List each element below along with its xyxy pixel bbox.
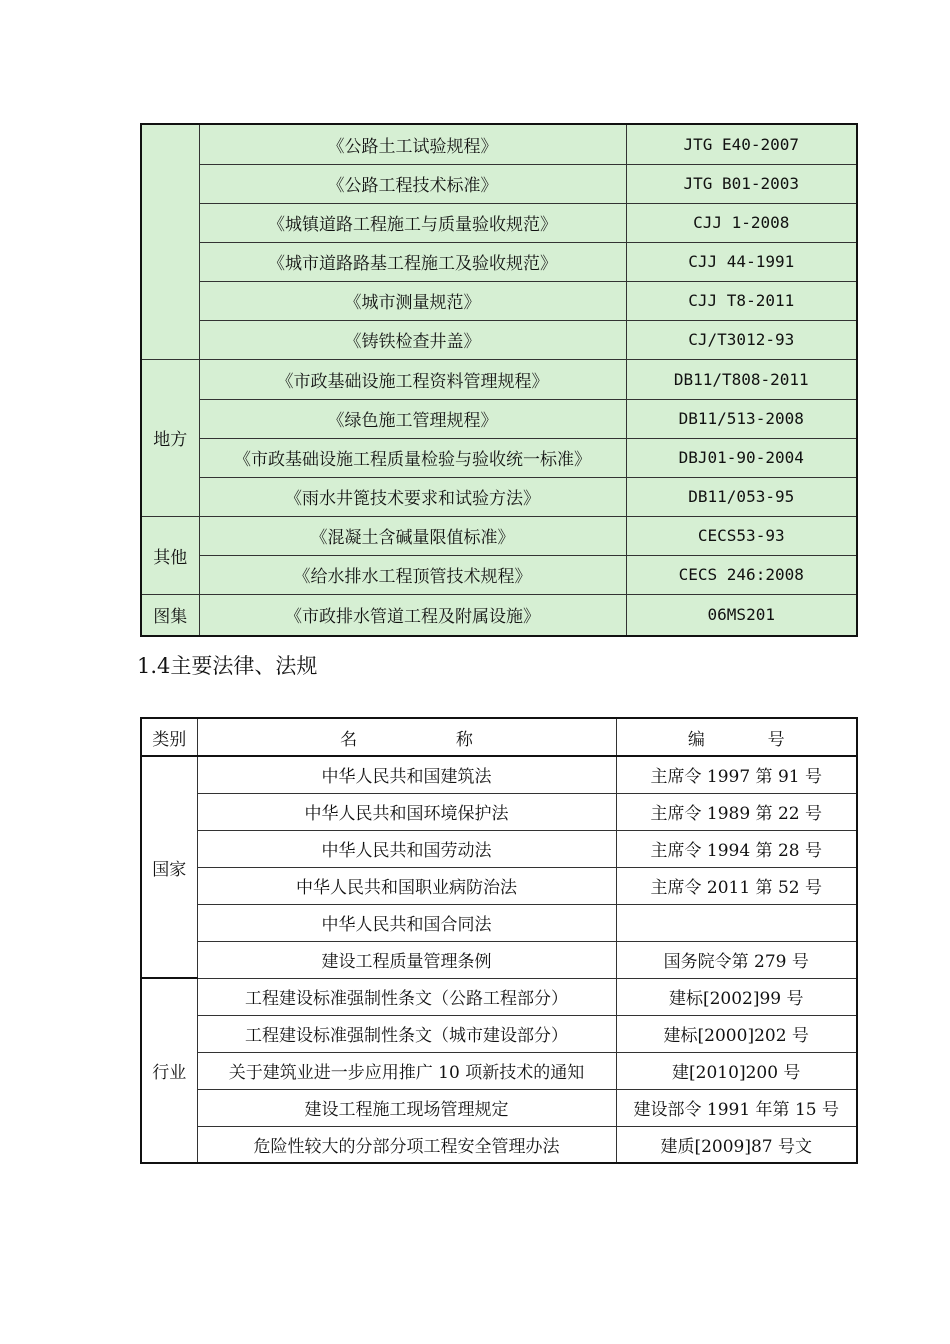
law-code: 主席令 1997 第 91 号	[616, 756, 857, 793]
law-code: 国务院令第 279 号	[616, 941, 857, 978]
table-header-row	[141, 718, 857, 756]
table-row	[141, 164, 857, 203]
standard-code: CECS 246:2008	[626, 555, 857, 594]
table-row	[141, 320, 857, 359]
table-row	[141, 978, 857, 1015]
header-category: 类别	[141, 718, 197, 756]
table-row	[141, 359, 857, 399]
table-row	[141, 941, 857, 978]
standard-code: DB11/053-95	[626, 477, 857, 516]
law-name: 工程建设标准强制性条文（公路工程部分）	[197, 978, 616, 1015]
table-row	[141, 477, 857, 516]
standard-code: CJ/T3012-93	[626, 320, 857, 359]
standards-table	[140, 123, 858, 637]
table-row	[141, 203, 857, 242]
table-row	[141, 1052, 857, 1089]
category-cell	[141, 124, 199, 359]
table-row	[141, 438, 857, 477]
laws-table	[140, 717, 858, 1164]
header-name	[197, 718, 616, 756]
category-cell: 地方	[141, 359, 199, 516]
table-row	[141, 1126, 857, 1163]
header-name-part: 称	[455, 729, 473, 750]
law-code: 主席令 1994 第 28 号	[616, 830, 857, 867]
standard-code: 06MS201	[626, 594, 857, 636]
law-name: 中华人民共和国建筑法	[197, 756, 616, 793]
table-row	[141, 281, 857, 320]
category-cell: 国家	[141, 756, 197, 978]
standard-name: 《公路土工试验规程》	[199, 124, 626, 164]
table-row	[141, 1015, 857, 1052]
table-row	[141, 555, 857, 594]
table-row	[141, 904, 857, 941]
standard-name: 《绿色施工管理规程》	[199, 399, 626, 438]
law-name: 中华人民共和国合同法	[197, 904, 616, 941]
section-heading: 1.4主要法律、法规	[137, 654, 318, 678]
standard-code: CJJ 1-2008	[626, 203, 857, 242]
standard-name: 《市政排水管道工程及附属设施》	[199, 594, 626, 636]
law-name: 中华人民共和国职业病防治法	[197, 867, 616, 904]
header-code-part: 号	[767, 729, 785, 750]
header-code-part: 编	[687, 729, 705, 750]
category-cell: 行业	[141, 978, 197, 1163]
standard-name: 《公路工程技术标准》	[199, 164, 626, 203]
law-name: 建设工程质量管理条例	[197, 941, 616, 978]
table-row	[141, 594, 857, 636]
law-name: 中华人民共和国劳动法	[197, 830, 616, 867]
standard-name: 《城镇道路工程施工与质量验收规范》	[199, 203, 626, 242]
law-name: 关于建筑业进一步应用推广 10 项新技术的通知	[197, 1052, 616, 1089]
standard-code: DB11/513-2008	[626, 399, 857, 438]
table-row	[141, 124, 857, 164]
standard-name: 《给水排水工程顶管技术规程》	[199, 555, 626, 594]
standard-name: 《城市道路路基工程施工及验收规范》	[199, 242, 626, 281]
standard-code: JTG B01-2003	[626, 164, 857, 203]
table-row	[141, 516, 857, 555]
header-code	[616, 718, 857, 756]
standard-code: CECS53-93	[626, 516, 857, 555]
law-name: 危险性较大的分部分项工程安全管理办法	[197, 1126, 616, 1163]
law-name: 中华人民共和国环境保护法	[197, 793, 616, 830]
law-code: 建[2010]200 号	[616, 1052, 857, 1089]
law-code: 建质[2009]87 号文	[616, 1126, 857, 1163]
law-code	[616, 904, 857, 941]
header-name-part: 名	[340, 729, 358, 750]
law-name: 工程建设标准强制性条文（城市建设部分）	[197, 1015, 616, 1052]
standard-name: 《雨水井篦技术要求和试验方法》	[199, 477, 626, 516]
standard-code: CJJ T8-2011	[626, 281, 857, 320]
category-cell: 其他	[141, 516, 199, 594]
table-row	[141, 242, 857, 281]
standard-name: 《铸铁检查井盖》	[199, 320, 626, 359]
standard-name: 《市政基础设施工程质量检验与验收统一标准》	[199, 438, 626, 477]
law-code: 建标[2002]99 号	[616, 978, 857, 1015]
table-row	[141, 399, 857, 438]
table-row	[141, 867, 857, 904]
standard-code: JTG E40-2007	[626, 124, 857, 164]
standard-code: DB11/T808-2011	[626, 359, 857, 399]
standard-name: 《混凝土含碱量限值标准》	[199, 516, 626, 555]
table-row	[141, 830, 857, 867]
law-name: 建设工程施工现场管理规定	[197, 1089, 616, 1126]
law-code: 建标[2000]202 号	[616, 1015, 857, 1052]
category-cell: 图集	[141, 594, 199, 636]
law-code: 主席令 2011 第 52 号	[616, 867, 857, 904]
standard-code: DBJ01-90-2004	[626, 438, 857, 477]
standard-name: 《城市测量规范》	[199, 281, 626, 320]
table-row	[141, 1089, 857, 1126]
table-row	[141, 756, 857, 793]
table-row	[141, 793, 857, 830]
standard-name: 《市政基础设施工程资料管理规程》	[199, 359, 626, 399]
law-code: 建设部令 1991 年第 15 号	[616, 1089, 857, 1126]
standard-code: CJJ 44-1991	[626, 242, 857, 281]
law-code: 主席令 1989 第 22 号	[616, 793, 857, 830]
